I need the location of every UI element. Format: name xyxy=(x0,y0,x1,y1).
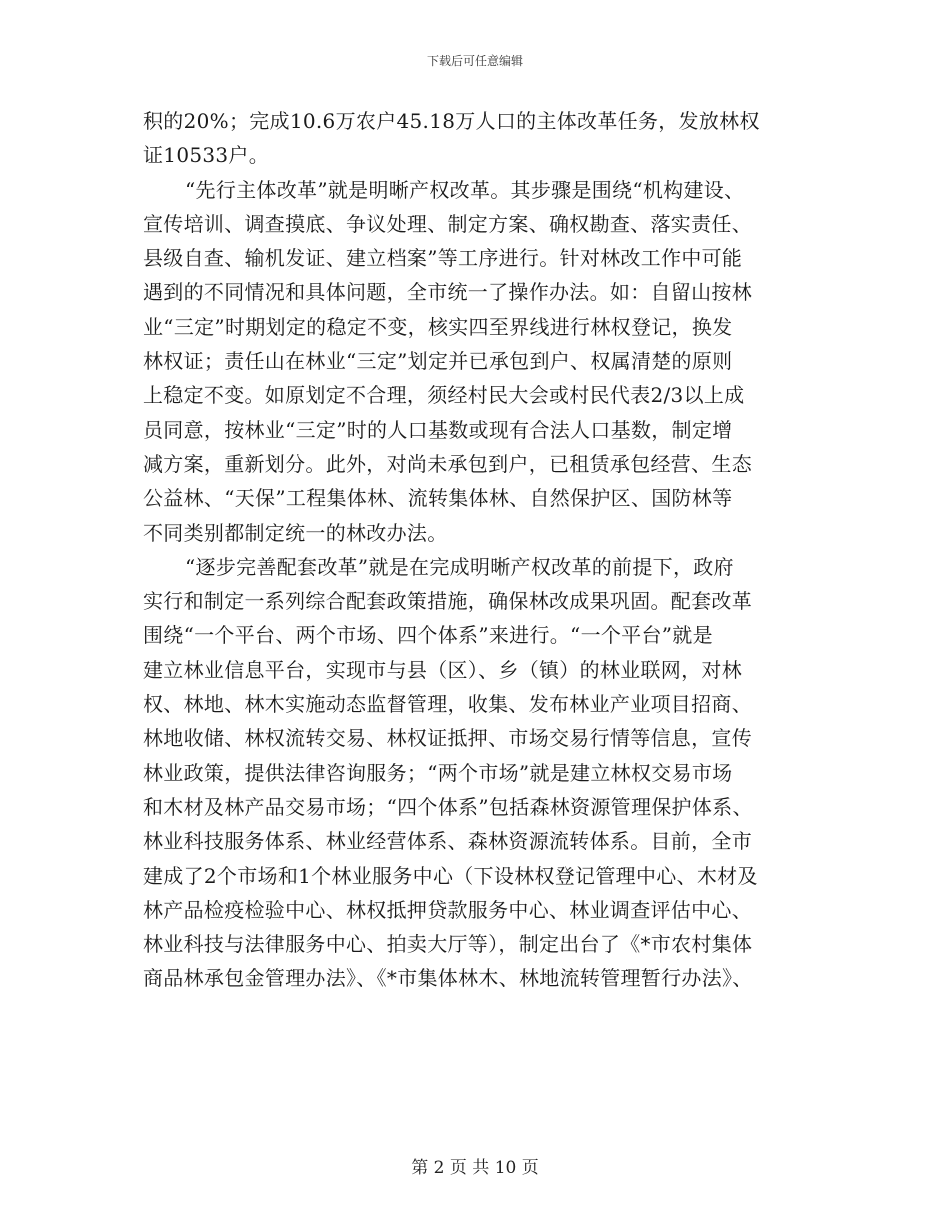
text-line: 实行和制定一系列综合配套政策措施，确保林改成果巩固。配套改革 xyxy=(143,589,752,614)
text-line: 员同意，按林业“三定”时的人口基数或现有合法人口基数，制定增 xyxy=(143,417,733,442)
text-line: 减方案，重新划分。此外，对尚未承包到户，已租赁承包经营、生态 xyxy=(143,451,752,476)
text-line: 积的20%；完成10.6万农户45.18万人口的主体改革任务，发放林权 xyxy=(143,109,760,133)
text-line: 权、林地、林木实施动态监督管理，收集、发布林业产业项目招商、 xyxy=(143,692,752,717)
text-line: 林业科技与法律服务中心、拍卖大厅等），制定出台了《*市农村集体 xyxy=(143,932,753,957)
text-line: 建立林业信息平台，实现市与县（区）、乡（镇）的林业联网，对林 xyxy=(143,657,742,682)
page-header: 下载后可任意编辑 xyxy=(426,54,523,68)
text-line: 林产品检疫检验中心、林权抵押贷款服务中心、林业调查评估中心、 xyxy=(143,897,752,922)
text-line: 林业科技服务体系、林业经营体系、森林资源流转体系。目前，全市 xyxy=(143,829,752,854)
text-line: “逐步完善配套改革”就是在完成明晰产权改革的前提下，政府 xyxy=(185,554,734,579)
text-line: 上稳定不变。如原划定不合理，须经村民大会或村民代表2/3以上成 xyxy=(143,383,745,408)
text-line: “先行主体改革”就是明晰产权改革。其步骤是围绕“机构建设、 xyxy=(185,177,745,202)
text-line: 林业政策，提供法律咨询服务；“两个市场”就是建立林权交易市场 xyxy=(143,760,733,785)
text-line: 商品林承包金管理办法》、《*市集体林木、林地流转管理暂行办法》、 xyxy=(143,966,753,991)
text-line: 遇到的不同情况和具体问题，全市统一了操作办法。如：自留山按林 xyxy=(143,280,752,305)
text-line: 林权证；责任山在林业“三定”划定并已承包到户、权属清楚的原则 xyxy=(143,349,733,374)
text-line: 县级自查、输机发证、建立档案”等工序进行。针对林改工作中可能 xyxy=(143,246,743,271)
text-line: 建成了2个市场和1个林业服务中心（下设林权登记管理中心、木材及 xyxy=(143,863,758,888)
text-line: 不同类别都制定统一的林改办法。 xyxy=(143,520,448,545)
text-line: 业“三定”时期划定的稳定不变，核实四至界线进行林权登记，换发 xyxy=(143,314,733,339)
text-line: 林地收储、林权流转交易、林权证抵押、市场交易行情等信息，宣传 xyxy=(143,726,752,751)
document-body xyxy=(143,104,815,996)
text-line: 证10533户。 xyxy=(143,143,270,168)
text-line: 宣传培训、调查摸底、争议处理、制定方案、确权勘查、落实责任、 xyxy=(143,211,752,236)
page-footer: 第 2 页 共 10 页 xyxy=(411,1158,539,1178)
text-line: 公益林、“天保”工程集体林、流转集体林、自然保护区、国防林等 xyxy=(143,486,733,511)
text-line: 围绕“一个平台、两个市场、四个体系”来进行。“一个平台”就是 xyxy=(143,623,713,648)
text-line: 和木材及林产品交易市场；“四个体系”包括森林资源管理保护体系、 xyxy=(143,794,753,819)
